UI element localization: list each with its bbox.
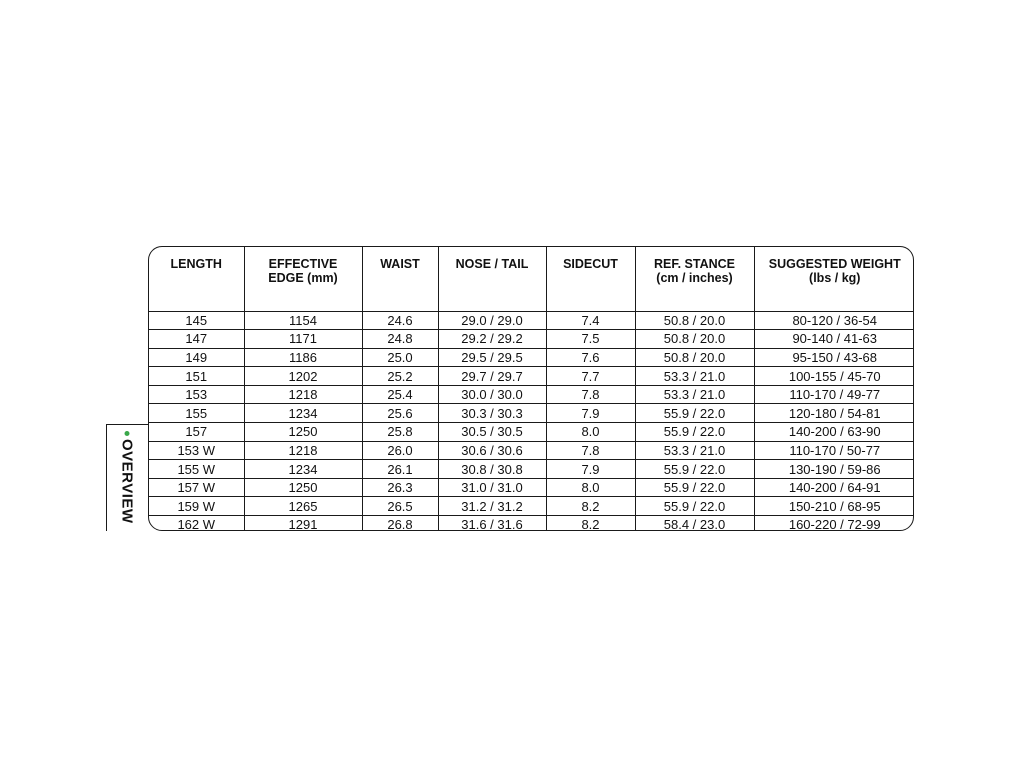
- table-cell: 7.9: [546, 460, 635, 479]
- table-cell: 130-190 / 59-86: [754, 460, 914, 479]
- table-cell: 31.0 / 31.0: [438, 478, 546, 497]
- table-row: [149, 423, 914, 442]
- table-cell: 29.0 / 29.0: [438, 311, 546, 330]
- table-cell: 25.4: [362, 385, 438, 404]
- column-header-text: WAIST: [380, 257, 420, 271]
- table-cell: 7.5: [546, 330, 635, 349]
- table-row: [149, 441, 914, 460]
- column-header: [754, 247, 914, 311]
- table-cell: 58.4 / 23.0: [635, 516, 754, 531]
- table-cell: 26.0: [362, 441, 438, 460]
- table-cell: 153 W: [149, 441, 244, 460]
- table-cell: 24.8: [362, 330, 438, 349]
- table-cell: 95-150 / 43-68: [754, 348, 914, 367]
- table-cell: 53.3 / 21.0: [635, 367, 754, 386]
- table-cell: 1154: [244, 311, 362, 330]
- table-cell: 25.6: [362, 404, 438, 423]
- table-cell: 30.8 / 30.8: [438, 460, 546, 479]
- table-cell: 155: [149, 404, 244, 423]
- table-cell: 29.7 / 29.7: [438, 367, 546, 386]
- table-cell: 140-200 / 63-90: [754, 423, 914, 442]
- column-header: [635, 247, 754, 311]
- table-cell: 30.3 / 30.3: [438, 404, 546, 423]
- column-header-text: (cm / inches): [656, 271, 733, 285]
- table-cell: 1218: [244, 441, 362, 460]
- table-cell: 1202: [244, 367, 362, 386]
- table-cell: 1234: [244, 404, 362, 423]
- table-cell: 110-170 / 50-77: [754, 441, 914, 460]
- table-row: [149, 460, 914, 479]
- table-cell: 7.8: [546, 441, 635, 460]
- spec-table: [149, 247, 914, 531]
- table-cell: 162 W: [149, 516, 244, 531]
- green-dot-icon: [125, 431, 130, 436]
- table-row: [149, 348, 914, 367]
- table-row: [149, 404, 914, 423]
- table-cell: 110-170 / 49-77: [754, 385, 914, 404]
- table-cell: 55.9 / 22.0: [635, 423, 754, 442]
- table-cell: 55.9 / 22.0: [635, 460, 754, 479]
- table-cell: 24.6: [362, 311, 438, 330]
- table-cell: 50.8 / 20.0: [635, 330, 754, 349]
- table-cell: 100-155 / 45-70: [754, 367, 914, 386]
- table-cell: 26.1: [362, 460, 438, 479]
- spec-table-frame: [148, 246, 914, 531]
- table-cell: 149: [149, 348, 244, 367]
- table-cell: 53.3 / 21.0: [635, 441, 754, 460]
- column-header: [149, 247, 244, 311]
- table-cell: 29.5 / 29.5: [438, 348, 546, 367]
- table-row: [149, 367, 914, 386]
- table-cell: 151: [149, 367, 244, 386]
- table-cell: 8.2: [546, 516, 635, 531]
- table-cell: 53.3 / 21.0: [635, 385, 754, 404]
- column-header-text: EFFECTIVE: [268, 257, 338, 271]
- table-cell: 1171: [244, 330, 362, 349]
- table-cell: 50.8 / 20.0: [635, 311, 754, 330]
- column-header-text: REF. STANCE: [653, 257, 736, 271]
- table-cell: 26.5: [362, 497, 438, 516]
- table-cell: 55.9 / 22.0: [635, 497, 754, 516]
- table-body: [149, 311, 914, 531]
- table-cell: 7.6: [546, 348, 635, 367]
- table-cell: 31.2 / 31.2: [438, 497, 546, 516]
- table-cell: 157 W: [149, 478, 244, 497]
- column-header: [362, 247, 438, 311]
- table-cell: 1250: [244, 478, 362, 497]
- column-header-text: NOSE / TAIL: [455, 257, 529, 271]
- table-cell: 80-120 / 36-54: [754, 311, 914, 330]
- table-cell: 26.3: [362, 478, 438, 497]
- table-row: [149, 330, 914, 349]
- table-cell: 25.0: [362, 348, 438, 367]
- table-cell: 30.5 / 30.5: [438, 423, 546, 442]
- overview-label: OVERVIEW: [118, 439, 136, 524]
- table-header-row: [149, 247, 914, 311]
- column-header-text: LENGTH: [170, 257, 222, 271]
- table-cell: 147: [149, 330, 244, 349]
- table-cell: 55.9 / 22.0: [635, 478, 754, 497]
- table-cell: 1291: [244, 516, 362, 531]
- table-cell: 145: [185, 312, 208, 328]
- table-cell: 120-180 / 54-81: [754, 404, 914, 423]
- table-cell: 140-200 / 64-91: [754, 478, 914, 497]
- table-cell: 160-220 / 72-99: [754, 516, 914, 531]
- table-row: [149, 497, 914, 516]
- table-cell: 155 W: [149, 460, 244, 479]
- column-header-text: SUGGESTED WEIGHT: [768, 257, 901, 271]
- overview-label-group: [119, 431, 136, 524]
- table-cell: 7.8: [546, 385, 635, 404]
- table-cell: 1265: [244, 497, 362, 516]
- table-cell: 25.8: [362, 423, 438, 442]
- table-cell: 55.9 / 22.0: [635, 404, 754, 423]
- table-cell: 1234: [244, 460, 362, 479]
- table-cell: 1250: [244, 423, 362, 442]
- table-cell: 7.4: [546, 311, 635, 330]
- table-cell: 1186: [244, 348, 362, 367]
- column-header: [438, 247, 546, 311]
- table-cell: 31.6 / 31.6: [438, 516, 546, 531]
- column-header-text: EDGE (mm): [268, 271, 338, 285]
- table-cell: 8.0: [546, 478, 635, 497]
- table-cell: 159 W: [149, 497, 244, 516]
- table-row: [149, 385, 914, 404]
- table-cell: 90-140 / 41-63: [754, 330, 914, 349]
- table-cell: 153: [149, 385, 244, 404]
- table-cell: 157: [149, 423, 244, 442]
- table-cell: 8.0: [546, 423, 635, 442]
- table-cell: 30.6 / 30.6: [438, 441, 546, 460]
- column-header-text: SIDECUT: [563, 257, 618, 271]
- table-cell: 30.0 / 30.0: [438, 385, 546, 404]
- table-cell: 7.7: [546, 367, 635, 386]
- table-cell: 50.8 / 20.0: [635, 348, 754, 367]
- column-header: [546, 247, 635, 311]
- table-row: [149, 478, 914, 497]
- column-header-text: (lbs / kg): [809, 271, 861, 285]
- table-cell: 29.2 / 29.2: [438, 330, 546, 349]
- table-row: [149, 311, 914, 330]
- table-cell: 1218: [244, 385, 362, 404]
- table-row: [149, 516, 914, 531]
- table-cell: 7.9: [546, 404, 635, 423]
- table-cell: 25.2: [362, 367, 438, 386]
- table-cell: 8.2: [546, 497, 635, 516]
- table-cell: 150-210 / 68-95: [754, 497, 914, 516]
- column-header: [244, 247, 362, 311]
- table-cell: 26.8: [362, 516, 438, 531]
